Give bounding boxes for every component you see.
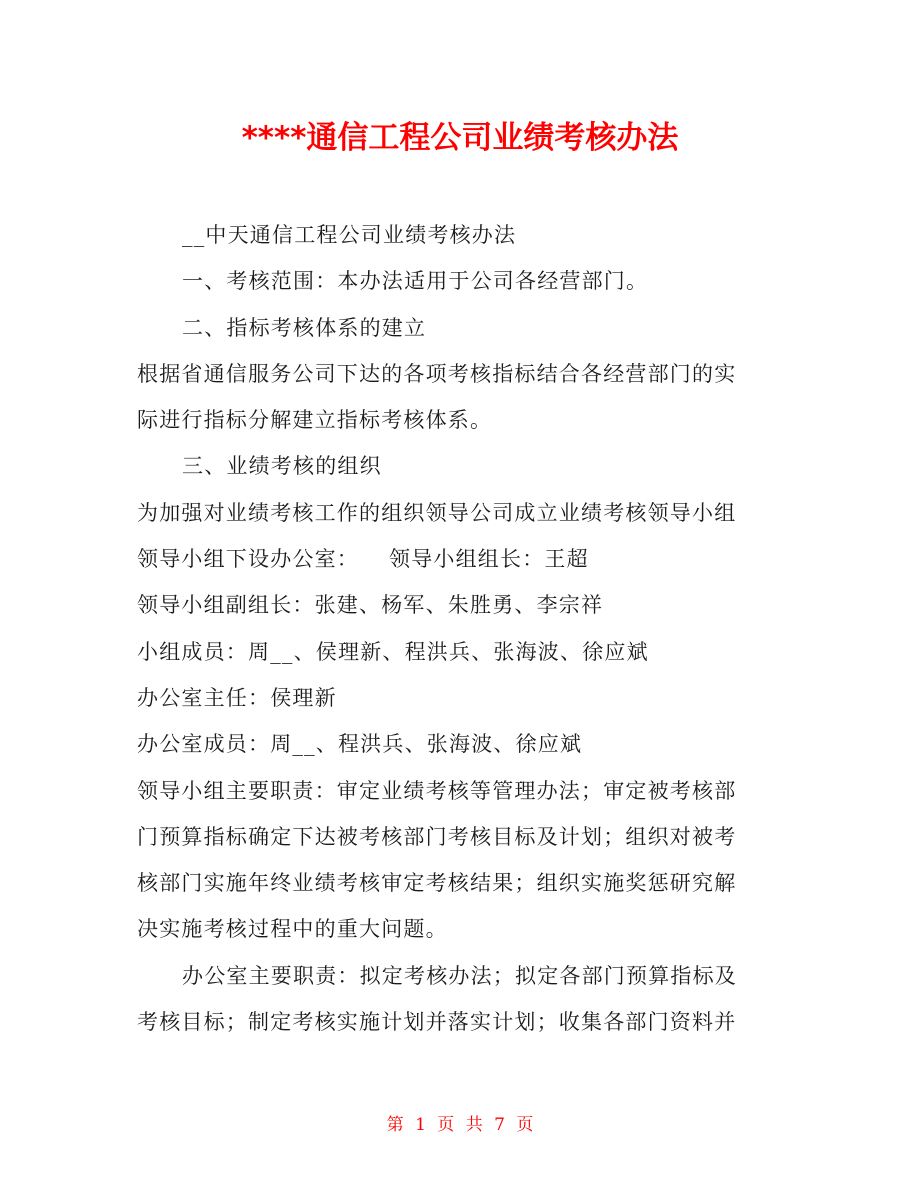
paragraph-line: 为加强对业绩考核工作的组织领导公司成立业绩考核领导小组	[137, 500, 737, 525]
paragraph-line: 根据省通信服务公司下达的各项考核指标结合各经营部门的实	[137, 361, 737, 386]
document-body	[137, 212, 787, 1045]
group-members-line: 小组成员：周__、侯理新、程洪兵、张海波、徐应斌	[137, 639, 649, 664]
paragraph-line: 核部门实施年终业绩考核审定考核结果；组织实施奖惩研究解	[137, 871, 737, 896]
office-setup-text: 领导小组下设办公室：	[137, 547, 359, 572]
paragraph-line: 考核目标；制定考核实施计划并落实计划；收集各部门资料并	[137, 1010, 737, 1035]
subtitle-line: __中天通信工程公司业绩考核办法	[182, 223, 517, 247]
paragraph-line: 办公室主要职责：拟定考核办法；拟定各部门预算指标及	[182, 963, 737, 988]
page-number-footer: 第 1 页 共 7 页	[386, 1115, 534, 1135]
section-1-scope: 一、考核范围：本办法适用于公司各经营部门。	[182, 269, 649, 294]
deputy-leaders-line: 领导小组副组长：张建、杨军、朱胜勇、李宗祥	[137, 593, 604, 618]
section-2-heading: 二、指标考核体系的建立	[182, 315, 427, 340]
paragraph-line: 门预算指标确定下达被考核部门考核目标及计划；组织对被考	[137, 824, 737, 849]
office-members-line: 办公室成员：周__、程洪兵、张海波、徐应斌	[137, 732, 583, 757]
paragraph-line: 领导小组主要职责：审定业绩考核等管理办法；审定被考核部	[137, 778, 737, 803]
paragraph-line: 际进行指标分解建立指标考核体系。	[137, 408, 493, 433]
section-3-heading: 三、业绩考核的组织	[182, 454, 382, 479]
document-title: ****通信工程公司业绩考核办法	[241, 120, 679, 156]
office-leader-line	[137, 536, 787, 582]
paragraph-line: 决实施考核过程中的重大问题。	[137, 917, 448, 942]
group-leader-text: 领导小组组长：王超	[389, 547, 589, 572]
office-director-line: 办公室主任：侯理新	[137, 685, 337, 710]
